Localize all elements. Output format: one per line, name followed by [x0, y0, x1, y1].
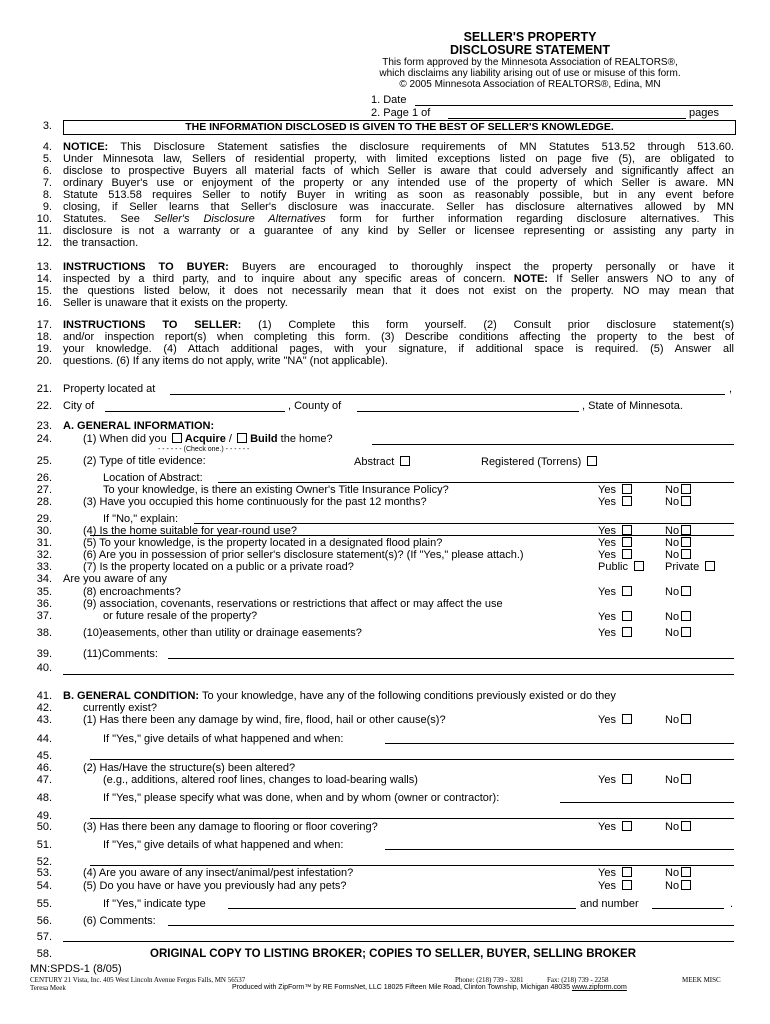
line-number: 50. [36, 821, 52, 833]
line-number: 32. [36, 549, 52, 561]
a-q10: (10)easements, other than utility or drainage easements? [83, 627, 362, 639]
the-home-label: the home? [280, 433, 333, 445]
notice-line: closing, if Seller learns that Seller's disclosure was inaccurate. Seller has disclosure alternatives allowed by MN [63, 201, 734, 213]
no-checkbox[interactable] [681, 867, 691, 877]
produced-by [232, 984, 627, 991]
no-option: No [665, 586, 691, 598]
a-q7: (7) Is the property located on a public or a private road? [83, 561, 354, 573]
b-q6: (6) Comments: [83, 915, 156, 927]
notice-line: Under Minnesota law, Sellers of residential property, with limited exceptions listed on page five (5), are obligated to [63, 153, 734, 165]
agent-name: Teresa Meek [30, 984, 66, 992]
yes-checkbox[interactable] [622, 484, 632, 494]
line-number: 58. [36, 948, 52, 960]
line-number: 28. [36, 496, 52, 508]
b-q2b: (e.g., additions, altered roof lines, changes to load-bearing walls) [103, 774, 418, 786]
property-address-field[interactable] [170, 394, 725, 395]
line-number: 11. [37, 225, 52, 237]
section-b-heading: B. GENERAL CONDITION: [63, 690, 200, 702]
and-number-label: and number [580, 898, 639, 910]
slash: / [228, 433, 232, 445]
b-q2-details: If "Yes," please specify what was done, when and by whom (owner or contractor): [103, 792, 500, 804]
seller-line: questions. (6) If any items do not apply, write "NA" (not applicable). [63, 355, 388, 367]
b-q1-details-field[interactable] [385, 743, 734, 744]
check-one-note: - - - - - - (Check one.) - - - - - - [158, 446, 250, 453]
section-a-heading: A. GENERAL INFORMATION: [63, 420, 215, 432]
buyer-line: INSTRUCTIONS TO BUYER: Buyers are encouraged to thoroughly inspect the property personally or have it [63, 261, 735, 273]
b-q3: (3) Has there been any damage to flooring or floor covering? [83, 821, 378, 833]
buyer-line: inspected by a third party, and to inquire about any specific areas of concern. NOTE: If Seller answers NO to any of [63, 273, 734, 285]
line-number: 10. [36, 213, 52, 225]
public-option: Public [598, 561, 644, 573]
a-q1-label: (1) When did you [83, 433, 167, 445]
line-number: 41. [36, 690, 52, 702]
line-number: 52. [36, 856, 52, 868]
build-checkbox[interactable] [237, 433, 247, 443]
line-number: 57. [36, 931, 52, 943]
b-q1-details-field-2[interactable] [90, 759, 734, 760]
notice-line: ordinary Buyer's use or enjoyment of the property or any intended use of the property of which Seller is aware. MN [63, 177, 734, 189]
yes-option: Yes [598, 549, 632, 561]
b-comments-field[interactable] [168, 925, 734, 926]
b-q2-details-field-2[interactable] [90, 818, 734, 819]
owners-policy-q: To your knowledge, is there an existing Owner's Title Insurance Policy? [103, 484, 449, 496]
no-option: No [665, 525, 691, 537]
line-number: 6. [42, 165, 52, 177]
line-number: 3. [42, 120, 52, 132]
no-checkbox[interactable] [681, 549, 691, 559]
line-number: 42. [36, 702, 52, 714]
yes-checkbox[interactable] [622, 821, 632, 831]
yes-option: Yes [598, 867, 632, 879]
yes-checkbox[interactable] [622, 496, 632, 506]
no-checkbox[interactable] [681, 525, 691, 535]
a-q9b: or future resale of the property? [103, 610, 258, 622]
a-q9a: (9) association, covenants, reservations or restrictions that affect or may affect the use [83, 598, 503, 610]
line-number: 16. [36, 297, 52, 309]
no-option: No [665, 867, 691, 879]
line-number: 21. [36, 383, 52, 395]
line-number: 25. [36, 455, 52, 467]
yes-checkbox[interactable] [622, 774, 632, 784]
line-number: 48. [36, 792, 52, 804]
line-number: 30. [36, 525, 52, 537]
line-number: 38. [36, 627, 52, 639]
no-checkbox[interactable] [681, 821, 691, 831]
no-option: No [665, 627, 691, 639]
yes-option: Yes [598, 714, 632, 726]
a-q4: (4) Is the home suitable for year-round use? [83, 525, 298, 537]
pages-field[interactable] [448, 118, 686, 119]
property-located-label: Property located at [63, 383, 156, 395]
seller-line: INSTRUCTIONS TO SELLER: (1) Complete this form yourself. (2) Consult prior disclosure statement(s) [63, 319, 734, 331]
notice-line: NOTICE: This Disclosure Statement satisfies the disclosure requirements of MN Statutes 513.52 through 513.60. [63, 141, 734, 153]
line-number: 37. [36, 610, 52, 622]
location-abstract-label: Location of Abstract: [103, 472, 203, 484]
section-b-intro-text: To your knowledge, have any of the following conditions previously existed or do they [201, 690, 616, 702]
a-q5: (5) To your knowledge, is the property located in a designated flood plain? [83, 537, 443, 549]
no-checkbox[interactable] [681, 714, 691, 724]
no-option: No [665, 496, 691, 508]
yes-option: Yes [598, 484, 632, 496]
private-option: Private [665, 561, 715, 573]
line-number: 8. [42, 189, 52, 201]
line-number: 47. [36, 774, 52, 786]
a-q1 [83, 433, 333, 445]
line-number: 34. [36, 573, 52, 585]
a-q8: (8) encroachments? [83, 586, 181, 598]
approval-line1: This form approved by the Minnesota Association of REALTORS®, [382, 57, 678, 68]
line-number: 31. [36, 537, 52, 549]
acquire-label: Acquire [184, 433, 226, 445]
no-checkbox[interactable] [681, 496, 691, 506]
abstract-option: Abstract [354, 456, 410, 468]
form-title-line2: DISCLOSURE STATEMENT [450, 43, 610, 57]
line-number: 9. [42, 201, 52, 213]
yes-option: Yes [598, 537, 632, 549]
date-field[interactable] [415, 105, 733, 106]
comma: , [729, 383, 733, 395]
line-number: 55. [36, 898, 52, 910]
acquire-date-field[interactable] [372, 444, 734, 445]
line-number: 12. [36, 237, 52, 249]
a-q3: (3) Have you occupied this home continuously for the past 12 months? [83, 496, 427, 508]
no-checkbox[interactable] [681, 627, 691, 637]
no-checkbox[interactable] [681, 537, 691, 547]
build-label: Build [250, 433, 278, 445]
line-number: 20. [36, 355, 52, 367]
no-option: No [665, 821, 691, 833]
pet-number-field[interactable] [652, 908, 724, 909]
b-q3-details-field-2[interactable] [90, 865, 734, 866]
line-number: 27. [36, 484, 52, 496]
yes-option: Yes [598, 611, 632, 623]
line-number: 49. [36, 810, 52, 822]
no-option: No [665, 537, 691, 549]
yes-checkbox[interactable] [622, 549, 632, 559]
b-q5: (5) Do you have or have you previously had any pets? [83, 880, 347, 892]
b-q2-details-field[interactable] [560, 802, 734, 803]
line-number: 26. [36, 472, 52, 484]
line-number: 36. [36, 598, 52, 610]
registered-option: Registered (Torrens) [481, 456, 597, 468]
office-address: CENTURY 21 Vista, Inc. 405 West Lincoln Avenue Fergus Falls, MN 56537 [30, 976, 246, 984]
line-number: 24. [36, 433, 52, 445]
office-fax: Fax: (218) 739 - 2258 [547, 976, 609, 984]
pet-type-field[interactable] [228, 908, 576, 909]
line-number: 51. [36, 839, 52, 851]
b-q1: (1) Has there been any damage by wind, fire, flood, hail or other cause(s)? [83, 714, 446, 726]
a-q6: (6) Are you in possession of prior seller's disclosure statement(s)? (If "Yes," please attach.) [83, 549, 524, 561]
line-number: 33. [36, 561, 52, 573]
notice-line: Statutes. See Seller's Disclosure Alternatives form for further information regarding disclosure alternatives. This [63, 213, 734, 225]
line-number: 17. [36, 319, 52, 331]
yes-checkbox[interactable] [622, 880, 632, 890]
yes-checkbox[interactable] [622, 627, 632, 637]
line-number: 7. [42, 177, 52, 189]
pages-label: pages [689, 107, 719, 119]
notice-line: disclosure is not a warranty or a guarantee of any kind by Seller or licensee representing or assisting any party in [63, 225, 734, 237]
yes-option: Yes [598, 880, 632, 892]
produced-text: Produced with ZipForm™ by RE FormsNet, LLC 18025 Fifteen Mile Road, Clinton Township, Michigan 48035 [232, 984, 570, 991]
line-number: 46. [36, 762, 52, 774]
buyer-line: the questions listed below, it does not necessarily mean that it does not exist on the property. NO may mean that [63, 285, 734, 297]
no-option: No [665, 611, 691, 623]
private-checkbox[interactable] [705, 561, 715, 571]
period: . [730, 898, 734, 910]
meek-misc: MEEK MISC [682, 976, 721, 984]
line-number: 35. [36, 586, 52, 598]
registered-checkbox[interactable] [587, 456, 597, 466]
form-title-line1: SELLER'S PROPERTY [463, 30, 597, 44]
a-q11: (11)Comments: [83, 648, 158, 660]
b-q5-type: If "Yes," indicate type [103, 898, 206, 910]
b-q2a: (2) Has/Have the structure(s) been altered? [83, 762, 296, 774]
zipform-link[interactable]: www.zipform.com [571, 984, 627, 991]
if-no-field[interactable] [194, 523, 734, 524]
a-comments-field-2[interactable] [63, 674, 734, 675]
a-q2: (2) Type of title evidence: [83, 455, 206, 467]
b-comments-field-2[interactable] [63, 941, 734, 942]
approval-line2: which disclaims any liability arising out of use or misuse of this form. [379, 68, 681, 79]
yes-checkbox[interactable] [622, 586, 632, 596]
line-number: 22. [36, 400, 52, 412]
section-b-intro [63, 690, 734, 702]
yes-option: Yes [598, 821, 632, 833]
section-b-intro-2: currently exist? [83, 702, 157, 714]
yes-option: Yes [598, 586, 632, 598]
a-comments-field[interactable] [168, 658, 734, 659]
acquire-checkbox[interactable] [172, 433, 182, 443]
page-label: 2. Page 1 of [371, 107, 431, 119]
line-number: 56. [36, 915, 52, 927]
b-q4: (4) Are you aware of any insect/animal/pest infestation? [83, 867, 354, 879]
no-checkbox[interactable] [681, 484, 691, 494]
copies-note: ORIGINAL COPY TO LISTING BROKER; COPIES TO SELLER, BUYER, SELLING BROKER [150, 948, 637, 960]
line-number: 45. [36, 750, 52, 762]
b-q1-details: If "Yes," give details of what happened and when: [103, 733, 344, 745]
yes-option: Yes [598, 496, 632, 508]
line-number: 23. [36, 420, 52, 432]
line-number: 19. [36, 343, 52, 355]
no-option: No [665, 484, 691, 496]
yes-checkbox[interactable] [622, 525, 632, 535]
line-number: 39. [36, 648, 52, 660]
yes-checkbox[interactable] [622, 611, 632, 621]
line-number: 15. [36, 285, 52, 297]
no-checkbox[interactable] [681, 586, 691, 596]
buyer-line: Seller is unaware that it exists on the property. [63, 297, 288, 309]
form-id: MN:SPDS-1 (8/05) [30, 963, 122, 975]
line-number: 4. [42, 141, 52, 153]
date-label: 1. Date [371, 94, 407, 106]
if-no-label: If "No," explain: [103, 513, 179, 525]
city-field[interactable] [105, 411, 285, 412]
yes-checkbox[interactable] [622, 537, 632, 547]
b-q3-details: If "Yes," give details of what happened and when: [103, 839, 344, 851]
yes-checkbox[interactable] [622, 867, 632, 877]
line-number: 29. [36, 513, 52, 525]
line-number: 5. [42, 153, 52, 165]
notice-line: Statute 513.58 requires Seller to notify Buyer in writing as soon as reasonably possible, but in any event before [63, 189, 734, 201]
no-option: No [665, 774, 691, 786]
line-number: 40. [36, 662, 52, 674]
no-option: No [665, 714, 691, 726]
notice-line: disclose to prospective Buyers all material facts of which Seller is aware that could adversely and significantly affect an [63, 165, 734, 177]
b-q3-details-field[interactable] [385, 849, 734, 850]
line-number: 54. [36, 880, 52, 892]
location-abstract-field[interactable] [218, 482, 734, 483]
line-number: 44. [36, 733, 52, 745]
yes-option: Yes [598, 627, 632, 639]
seller-line: and/or inspection report(s) when completing this form. (3) Describe conditions affecting the property to the best of [63, 331, 734, 343]
no-checkbox[interactable] [681, 774, 691, 784]
county-label: , County of [288, 400, 342, 412]
county-field[interactable] [357, 411, 579, 412]
state-label: , State of Minnesota. [582, 400, 683, 412]
no-checkbox[interactable] [681, 611, 691, 621]
yes-checkbox[interactable] [622, 714, 632, 724]
seller-line: your knowledge. (4) Attach additional pages, with your signature, if additional space is required. (5) Answer all [63, 343, 734, 355]
line-number: 14. [36, 273, 52, 285]
yes-option: Yes [598, 525, 632, 537]
copyright: © 2005 Minnesota Association of REALTORS®, Edina, MN [399, 79, 661, 90]
notice-line: the transaction. [63, 237, 139, 249]
line-number: 18. [36, 331, 52, 343]
no-option: No [665, 880, 691, 892]
no-checkbox[interactable] [681, 880, 691, 890]
city-label: City of [63, 400, 95, 412]
aware-of-any: Are you aware of any [63, 573, 167, 585]
office-phone: Phone: (218) 739 - 3281 [455, 976, 524, 984]
public-checkbox[interactable] [634, 561, 644, 571]
abstract-checkbox[interactable] [400, 456, 410, 466]
line-number: 43. [36, 714, 52, 726]
line-number: 13. [36, 261, 52, 273]
line-number: 53. [36, 867, 52, 879]
yes-option: Yes [598, 774, 632, 786]
banner: THE INFORMATION DISCLOSED IS GIVEN TO THE BEST OF SELLER'S KNOWLEDGE. [63, 120, 736, 135]
no-option: No [665, 549, 691, 561]
